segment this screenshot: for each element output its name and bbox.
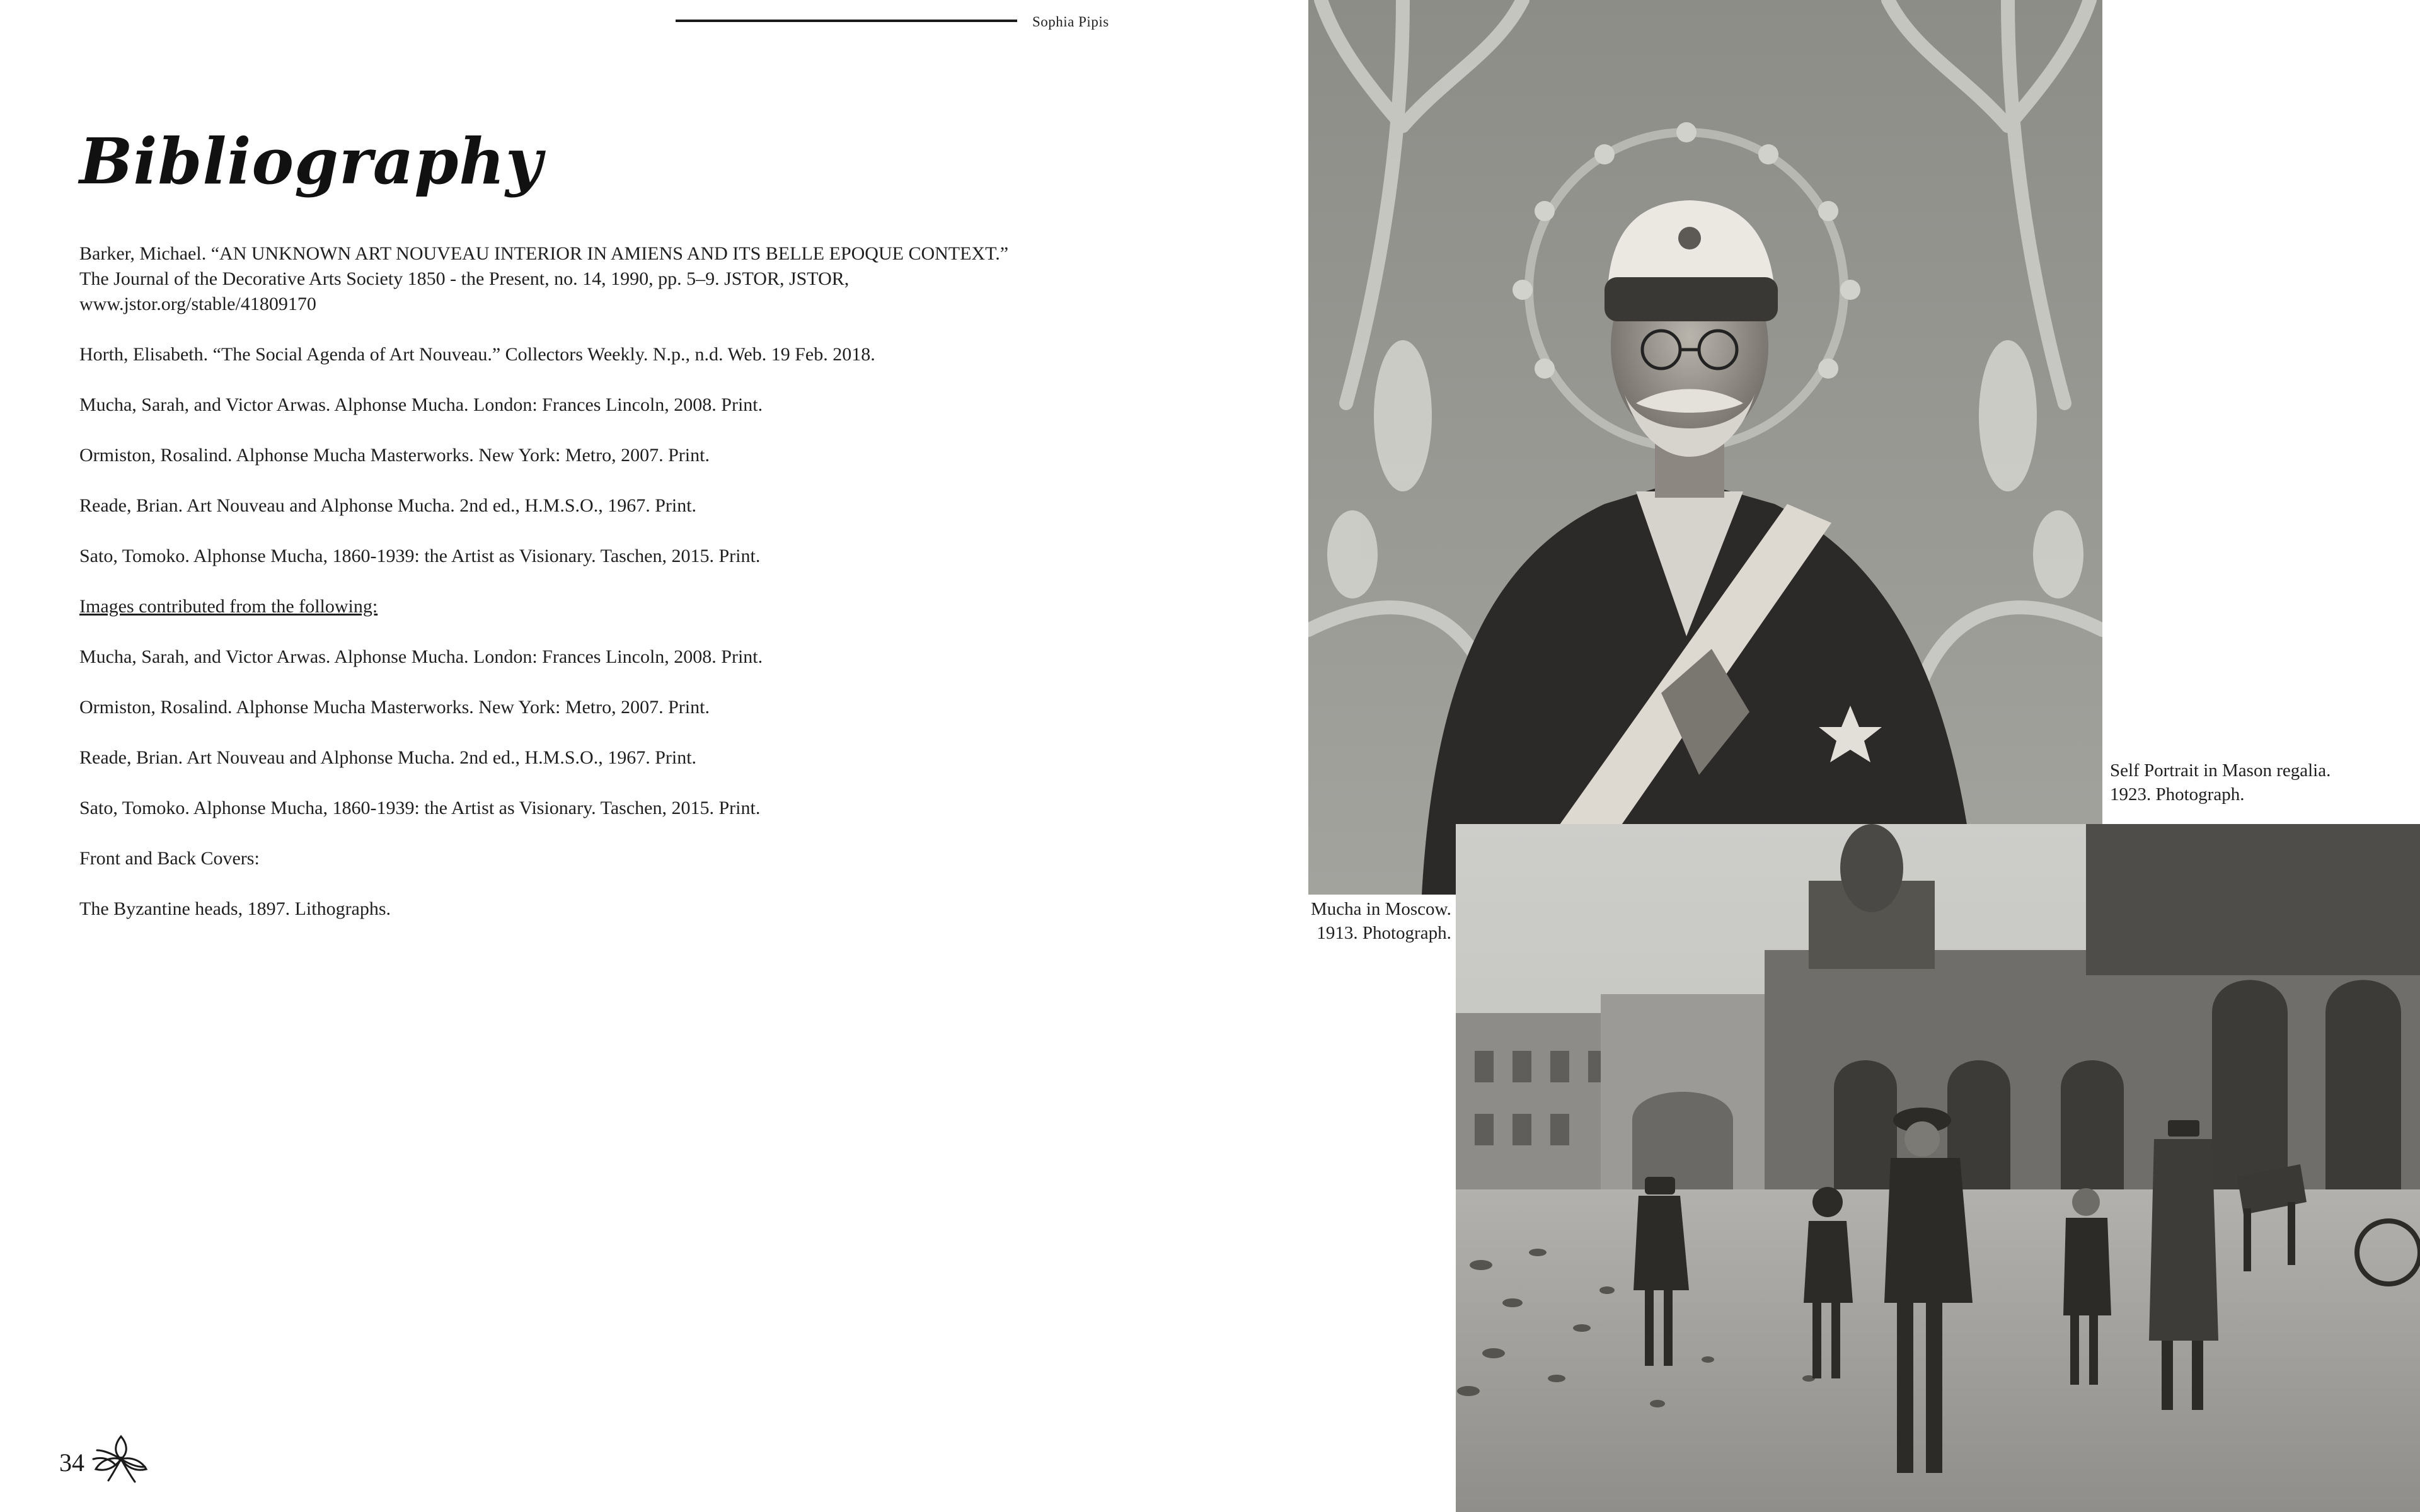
bibliography-entry: Ormiston, Rosalind. Alphonse Mucha Masterworks. New York: Metro, 2007. Print. [79,445,710,466]
page-title: Bibliography [79,124,543,198]
bibliography-entry: Sato, Tomoko. Alphonse Mucha, 1860-1939: the Artist as Visionary. Taschen, 2015. Print. [79,546,761,566]
portrait-caption-line2: 1923. Photograph. [2110,784,2245,805]
bibliography-entry: Barker, Michael. “AN UNKNOWN ART NOUVEAU INTERIOR IN AMIENS AND ITS BELLE EPOQUE CONTEXT.” The Journal of the Decorative Arts Society 1850 - the Present, no. 14, 1990, pp. 5–9. JSTOR, JSTOR, www.jstor.org/stable/41809170 [79,243,1009,314]
portrait-photo [1308,0,2102,895]
bibliography-entry: Reade, Brian. Art Nouveau and Alphonse Mucha. 2nd ed., H.M.S.O., 1967. Print. [79,495,697,516]
portrait-caption [2110,759,2331,806]
image-credits-heading-text: Images contributed from the following: [79,596,378,617]
page-number: 34 [59,1448,84,1477]
bibliography-entry: Sato, Tomoko. Alphonse Mucha, 1860-1939: the Artist as Visionary. Taschen, 2015. Print. [79,798,761,818]
moscow-caption-line2: 1913. Photograph. [1317,923,1451,943]
bibliography-list [79,241,1037,947]
bibliography-entry: Ormiston, Rosalind. Alphonse Mucha Masterworks. New York: Metro, 2007. Print. [79,697,710,718]
bibliography-entry: Reade, Brian. Art Nouveau and Alphonse Mucha. 2nd ed., H.M.S.O., 1967. Print. [79,747,697,768]
bibliography-entry: Horth, Elisabeth. “The Social Agenda of Art Nouveau.” Collectors Weekly. N.p., n.d. Web. 19 Feb. 2018. [79,344,875,365]
covers-heading: Front and Back Covers: [79,848,260,869]
moscow-photo-graphic [1456,824,2420,1512]
bibliography-entry: Mucha, Sarah, and Victor Arwas. Alphonse Mucha. London: Frances Lincoln, 2008. Print. [79,394,763,415]
image-credits-heading [79,594,1037,619]
header-author: Sophia Pipis [1032,14,1109,30]
portrait-caption-line1: Self Portrait in Mason regalia. [2110,760,2331,781]
bibliography-entry: Mucha, Sarah, and Victor Arwas. Alphonse Mucha. London: Frances Lincoln, 2008. Print. [79,646,763,667]
art-nouveau-flourish-icon [89,1431,153,1486]
header-rule [676,20,1017,22]
moscow-photo [1456,824,2420,1512]
moscow-caption-line1: Mucha in Moscow. [1311,899,1451,919]
moscow-caption [1311,897,1451,945]
bibliography-entry: The Byzantine heads, 1897. Lithographs. [79,898,391,919]
portrait-photo-graphic [1308,0,2102,895]
